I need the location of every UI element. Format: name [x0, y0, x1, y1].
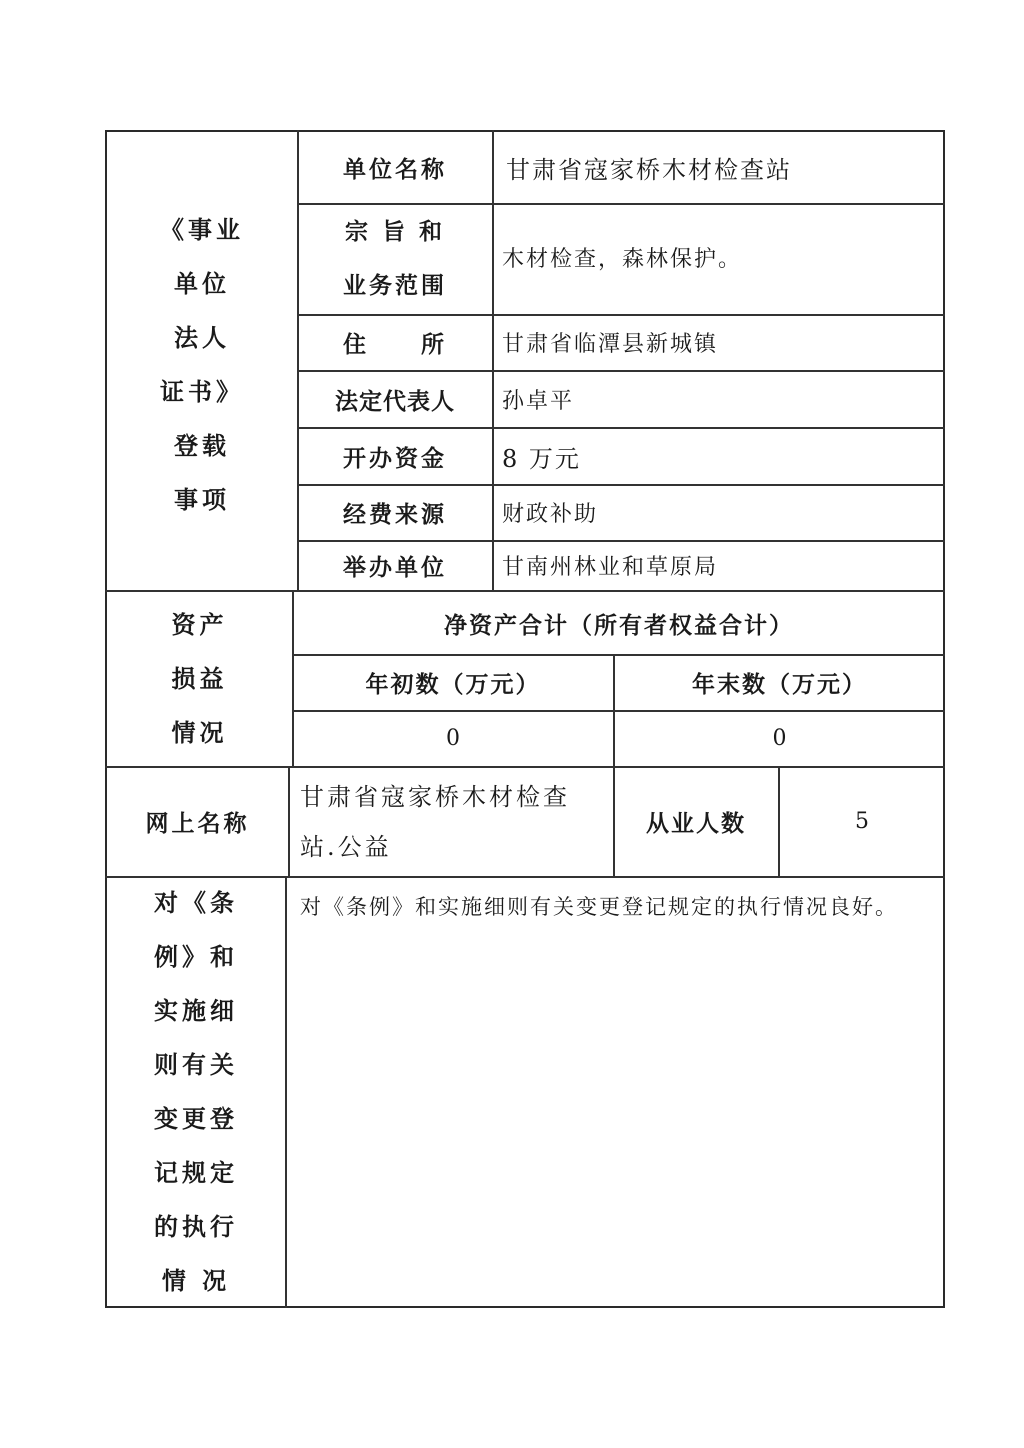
funding-label: 经费来源 [343, 501, 447, 528]
section1-title-line: 事项 [174, 485, 230, 514]
purpose-label-line: 业务范围 [343, 272, 447, 299]
section4-title-line: 变更登 [154, 1104, 238, 1133]
section1-title-line: 证书》 [160, 377, 244, 406]
staff-count-label: 从业人数 [646, 810, 746, 837]
legal-rep-value: 孙卓平 [502, 388, 575, 414]
online-name-value [300, 772, 612, 872]
section1-title-line: 单位 [174, 269, 230, 298]
unit-name-value: 甘肃省寇家桥木材检查站 [506, 156, 792, 184]
capital-value: 8 万元 [502, 444, 581, 473]
section4-title-line: 情 况 [161, 1266, 231, 1295]
purpose-value: 木材检查，森林保护。 [502, 246, 743, 272]
section2-title-line: 资产 [171, 610, 228, 639]
net-assets-header: 净资产合计（所有者权益合计） [444, 611, 794, 639]
section4-title-line: 实施细 [154, 996, 238, 1025]
section2-title-line: 情况 [171, 718, 228, 747]
online-name-line: 站.公益 [300, 833, 392, 861]
section2-title-line: 损益 [171, 664, 228, 693]
section4-title-line: 则有关 [154, 1050, 238, 1079]
section1-title-line: 法人 [174, 323, 230, 352]
sponsor-label: 举办单位 [343, 554, 447, 581]
start-of-year-label: 年初数（万元） [365, 671, 541, 698]
section4-title-line: 例》和 [154, 942, 238, 971]
section1-title-line: 《事业 [160, 215, 244, 244]
section1-title [107, 200, 297, 530]
compliance-content: 对《条例》和实施细则有关变更登记规定的执行情况良好。 [300, 895, 898, 919]
start-of-year-value: 0 [446, 726, 460, 751]
address-label: 住 所 [343, 331, 447, 358]
divider [288, 766, 290, 876]
divider [285, 876, 287, 1308]
sponsor-value: 甘南州林业和草原局 [502, 555, 719, 580]
divider [492, 130, 494, 590]
section4-title-line: 对《条 [154, 888, 238, 917]
unit-name-label: 单位名称 [343, 156, 447, 183]
end-of-year-label: 年末数（万元） [692, 671, 867, 698]
online-name-label: 网上名称 [145, 810, 250, 837]
purpose-label [298, 204, 492, 314]
staff-count-value: 5 [855, 809, 869, 834]
section4-title-line: 记规定 [154, 1158, 238, 1187]
section4-title [107, 876, 285, 1306]
purpose-label-line: 宗 旨 和 [344, 218, 445, 245]
end-of-year-value: 0 [772, 726, 787, 751]
section2-title [107, 592, 292, 766]
section4-title-line: 的执行 [154, 1212, 238, 1241]
legal-rep-label: 法定代表人 [335, 387, 455, 415]
online-name-line: 甘肃省寇家桥木材检查 [300, 783, 570, 811]
address-value: 甘肃省临潭县新城镇 [502, 332, 719, 357]
funding-value: 财政补助 [502, 502, 599, 527]
capital-label: 开办资金 [343, 444, 447, 472]
section1-title-line: 登载 [174, 431, 230, 460]
